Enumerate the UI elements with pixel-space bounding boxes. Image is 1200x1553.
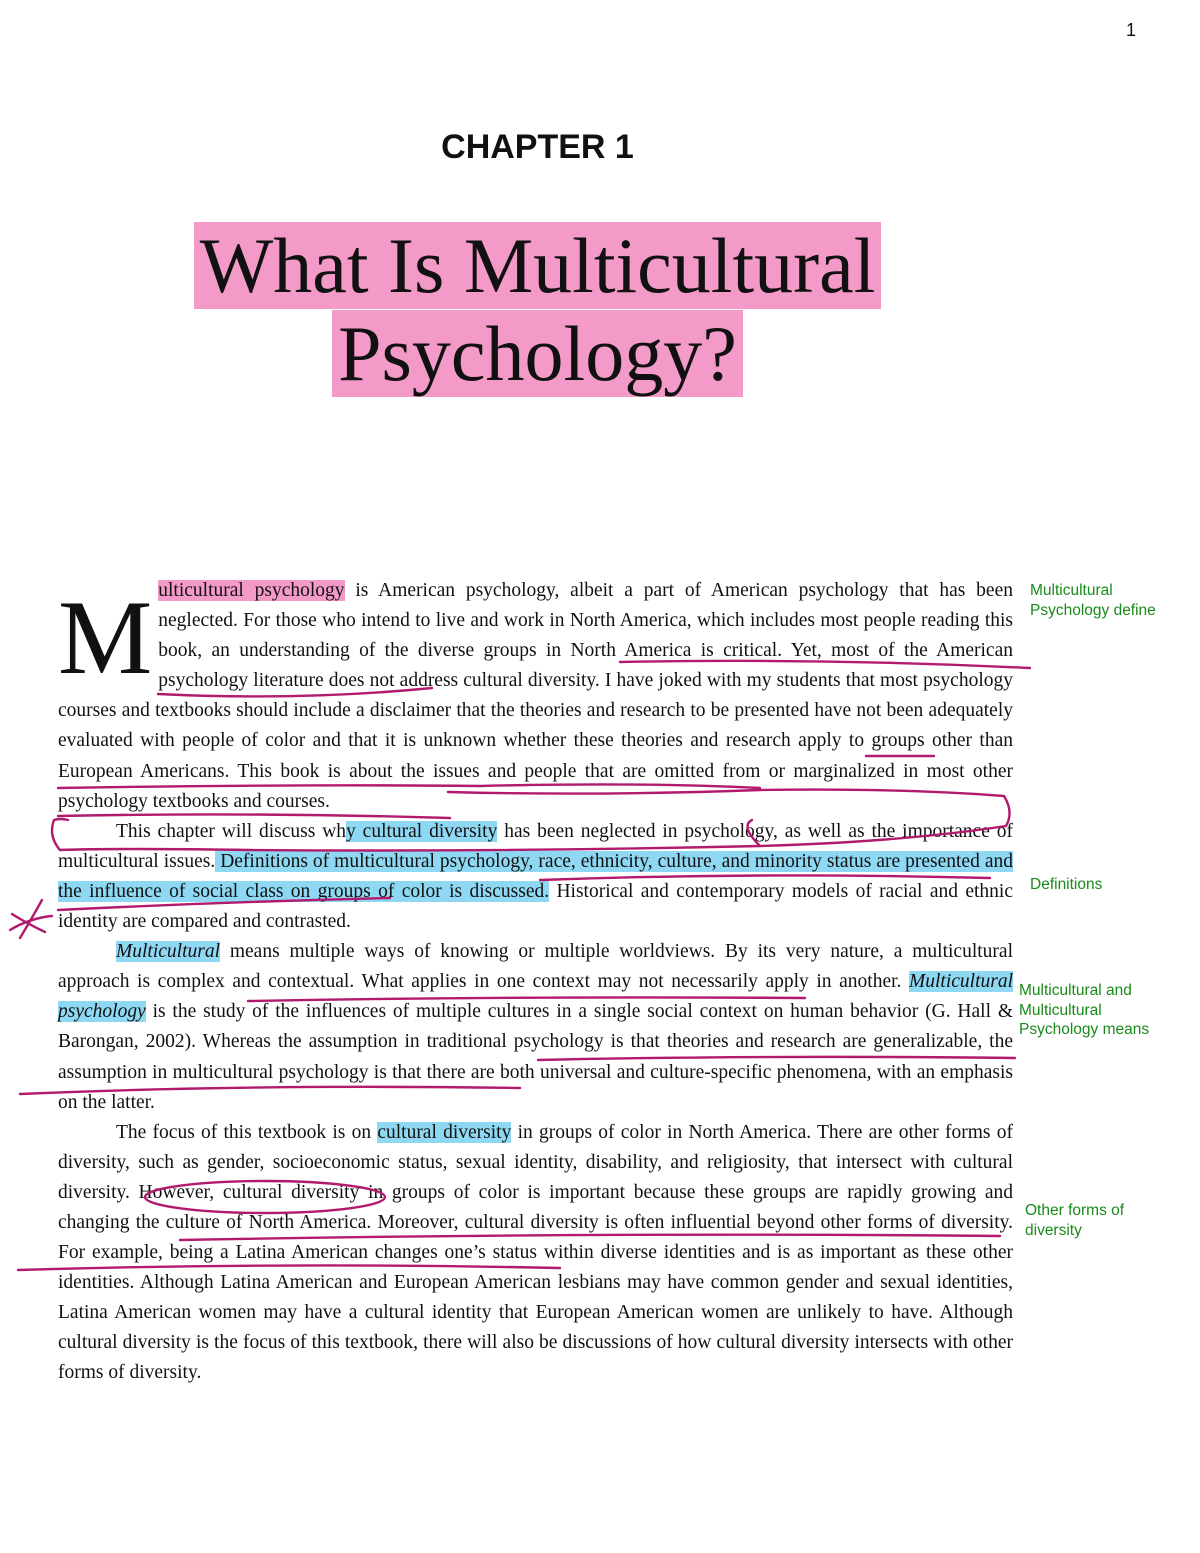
margin-note: Multicultural and Multicultural Psychology means <box>1019 982 1150 1038</box>
paragraph-1 <box>58 576 1013 817</box>
drop-cap: M <box>58 579 153 696</box>
text-run: means multiple ways of knowing or multiple worldviews. By its very nature, a multicultural approach is complex and contextual. What applies in one context may not necessarily apply in another. <box>58 941 1013 993</box>
highlight-definitions: Definitions of multicultural psychology, race, ethnicity, culture, and minority status are presented and the influence of social class on groups of color is discussed. <box>58 850 1013 902</box>
margin-note: Definitions <box>1030 876 1103 893</box>
text-run: has been neglected in psychology, as well as the importance of multicultural issues. <box>58 820 1013 872</box>
margin-note: Other forms of diversity <box>1025 1202 1125 1239</box>
margin-note: Multicultural Psychology define <box>1030 582 1156 619</box>
paragraph-4 <box>58 1118 1013 1389</box>
paragraph-3 <box>58 937 1013 1118</box>
text-run: is American psychology, albeit a part of American psychology that has been neglected. For those who intend to live and work in North America, which includes most people reading this book, an understanding of the diverse groups in North America is critical. Yet, most of the American psychology literature does not address cultural diversity. I have joked with my students that most psychology courses and textbooks should include a disclaimer that the theories and research to be presented have not been adequately evaluated with people of color and that it is unknown whether these theories and research apply to groups other than European Americans. This book is about the issues and people that are omitted from or marginalized in most other psychology textbooks and courses. <box>58 580 1013 812</box>
paragraph-2 <box>58 817 1013 937</box>
highlight-term: y cultural diversity <box>346 820 498 842</box>
text-run: in groups of color in North America. There are other forms of diversity, such as gender, socioeconomic status, sexual identity, disability, and religiosity, that intersect with cultural diversity. However, cultural diversity in groups of color is important because these groups are rapidly growing and changing the culture of North America. Moreover, cultural diversity is often influential beyond other forms of diversity. For example, being a Latina American changes one’s status within diverse identities and is as important as these other identities. Although Latina American and European American lesbians may have common gender and sexual identities, Latina American women may have a cultural identity that European American women are unlikely to have. Although cultural diversity is the focus of this textbook, there will also be discussions of how cultural diversity intersects with other forms of diversity. <box>58 1121 1013 1384</box>
star-icon <box>10 900 52 938</box>
text-run: The focus of this textbook is on <box>116 1121 378 1143</box>
highlight-term: cultural diversity <box>377 1121 512 1143</box>
page-number: 1 <box>1126 20 1137 40</box>
page-title <box>0 222 1075 398</box>
text-run: is the study of the influences of multiple cultures in a single social context on human behavior (G. Hall & Barongan, 2002). Whereas the assumption in traditional psychology is that theories and research are generalizable, the assumption in multicultural psychology is that there are both universal and culture-specific phenomena, with an emphasis on the latter. <box>58 1001 1013 1113</box>
title-line-1: What Is Multicultural <box>194 222 882 309</box>
highlight-term: Multicultural <box>116 941 220 963</box>
title-line-2: Psychology? <box>332 310 743 397</box>
text-run: This chapter will discuss wh <box>116 820 347 842</box>
highlight-term: Multicultural psychology <box>58 971 1013 1023</box>
highlight-term: ulticultural psychology <box>158 580 345 601</box>
text-run: Historical and contemporary models of racial and ethnic identity are compared and contrasted. <box>58 880 1013 933</box>
body-text <box>58 576 1013 1389</box>
chapter-label: CHAPTER 1 <box>441 128 634 166</box>
